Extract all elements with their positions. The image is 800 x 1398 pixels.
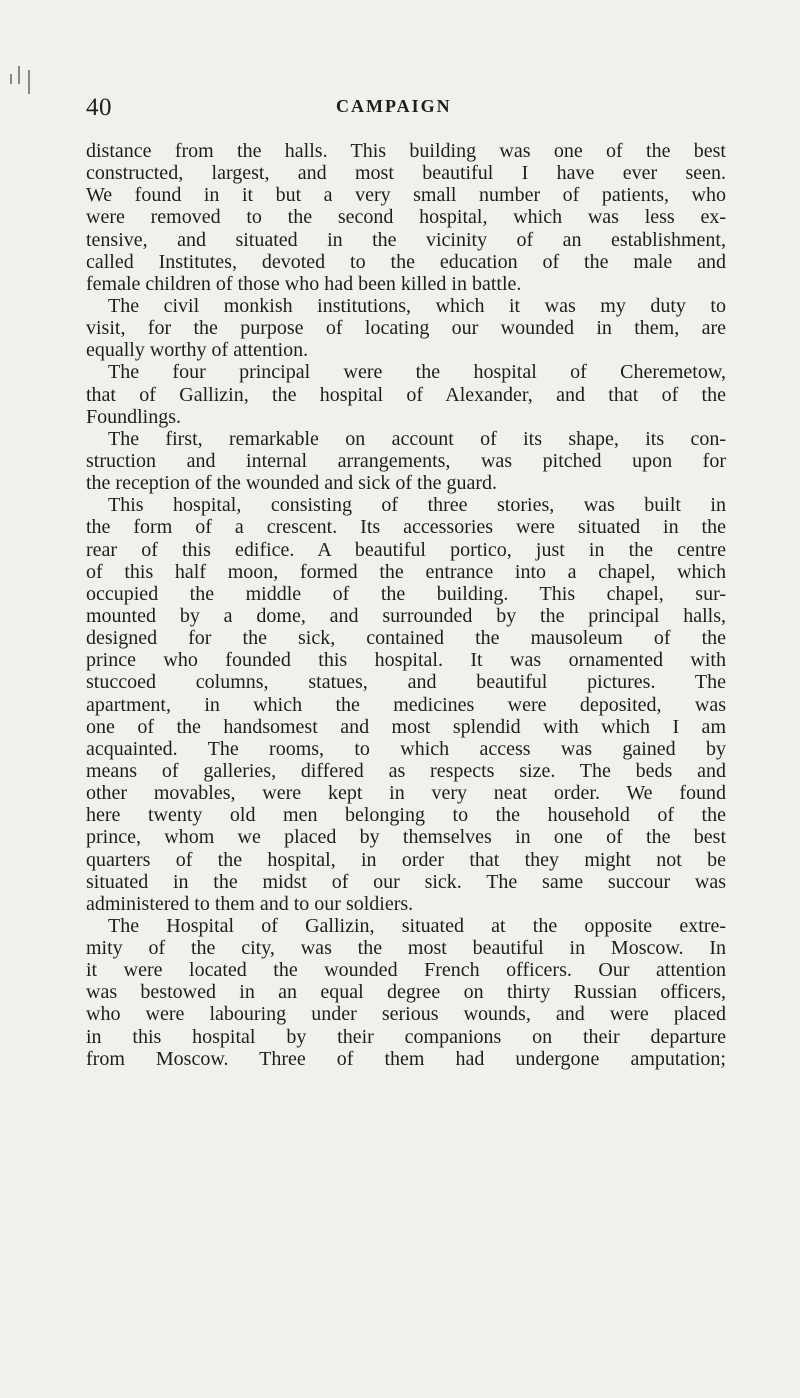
text-line: quarters of the hospital, in order that they might not be (86, 848, 726, 871)
text-line: We found in it but a very small number of patients, who (86, 184, 726, 207)
text-line: apartment, in which the medicines were deposited, was (86, 693, 726, 716)
text-line: prince, whom we placed by themselves in one of the best (86, 826, 726, 849)
text-line: equally worthy of attention. (86, 339, 309, 362)
text-line: administered to them and to our soldiers. (86, 892, 414, 915)
text-line: that of Gallizin, the hospital of Alexander, and that of the (86, 383, 726, 406)
text-line: The first, remarkable on account of its shape, its con- (108, 427, 726, 450)
text-line: called Institutes, devoted to the education of the male and (86, 250, 726, 273)
text-line: female children of those who had been killed in battle. (86, 272, 522, 295)
text-line: Foundlings. (86, 405, 182, 428)
text-line: the form of a crescent. Its accessories were situated in the (86, 516, 726, 539)
text-line: who were labouring under serious wounds, and were placed (86, 1003, 726, 1026)
text-line: occupied the middle of the building. This chapel, sur- (86, 582, 726, 605)
text-line: struction and internal arrangements, was pitched upon for (86, 449, 726, 472)
text-line: This hospital, consisting of three stories, was built in (108, 494, 726, 517)
text-line: The civil monkish institutions, which it was my duty to (108, 294, 726, 317)
body-text (86, 140, 726, 1070)
text-line: constructed, largest, and most beautiful I have ever seen. (86, 162, 726, 185)
text-line: from Moscow. Three of them had undergone amputation; (86, 1047, 726, 1070)
text-line: acquainted. The rooms, to which access was gained by (86, 737, 726, 760)
text-line: other movables, were kept in very neat order. We found (86, 782, 726, 805)
running-head (86, 94, 726, 130)
text-line: were removed to the second hospital, which was less ex- (86, 206, 726, 229)
text-line: it were located the wounded French officers. Our attention (86, 959, 726, 982)
text-line: prince who founded this hospital. It was ornamented with (86, 649, 726, 672)
text-line: was bestowed in an equal degree on thirty Russian officers, (86, 981, 726, 1004)
text-line: means of galleries, differed as respects size. The beds and (86, 759, 726, 782)
text-line: The four principal were the hospital of Cheremetow, (108, 361, 726, 384)
page-number: 40 (86, 94, 112, 121)
text-line: mounted by a dome, and surrounded by the principal halls, (86, 604, 726, 627)
text-line: of this half moon, formed the entrance into a chapel, which (86, 560, 726, 583)
text-line: The Hospital of Gallizin, situated at the opposite extre- (108, 914, 726, 937)
text-line: visit, for the purpose of locating our wounded in them, are (86, 317, 726, 340)
text-line: one of the handsomest and most splendid with which I am (86, 715, 726, 738)
text-line: tensive, and situated in the vicinity of an establishment, (86, 228, 726, 251)
text-line: stuccoed columns, statues, and beautiful pictures. The (86, 671, 726, 694)
running-title: CAMPAIGN (336, 96, 452, 116)
text-line: designed for the sick, contained the mausoleum of the (86, 627, 726, 650)
text-line: mity of the city, was the most beautiful in Moscow. In (86, 937, 726, 960)
text-line: situated in the midst of our sick. The same succour was (86, 870, 726, 893)
text-line: here twenty old men belonging to the household of the (86, 804, 726, 827)
text-line: rear of this edifice. A beautiful portico, just in the centre (86, 538, 726, 561)
text-line: distance from the halls. This building was one of the best (86, 140, 726, 162)
text-line: the reception of the wounded and sick of the guard. (86, 472, 497, 495)
text-line: in this hospital by their companions on their departure (86, 1025, 726, 1048)
margin-marks (6, 66, 36, 96)
